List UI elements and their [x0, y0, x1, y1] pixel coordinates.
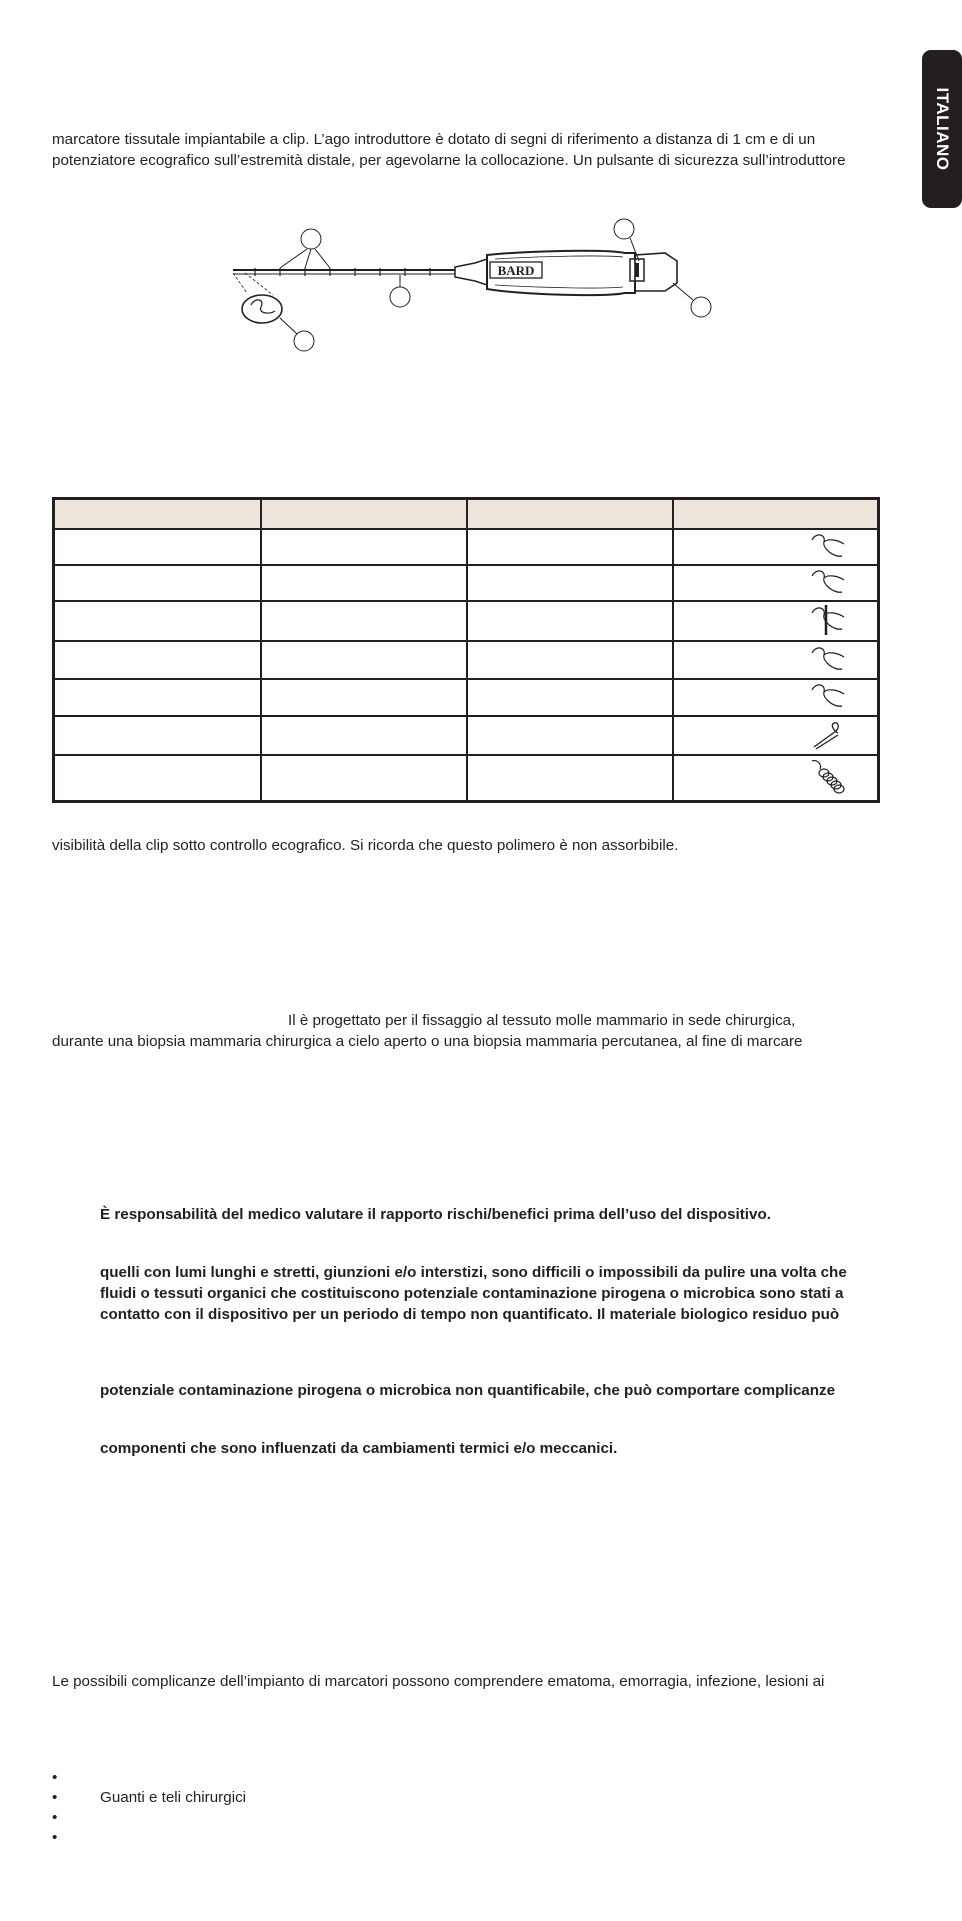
intro-line-1: marcatore tissutale impiantabile a clip. L’ago introduttore è dotato di segni di riferimento a distanza di 1 cm e di un: [52, 131, 816, 148]
list-item: Guanti e teli chirurgici: [100, 1789, 247, 1806]
hook-clip-icon: [808, 717, 848, 751]
coil-clip-icon: [808, 757, 848, 797]
warning-2-line-3: contatto con il dispositivo per un periodo di tempo non quantificato. Il materiale biologico residuo può: [100, 1306, 840, 1323]
warning-3: potenziale contaminazione pirogena o microbica non quantificabile, che può comportare complicanze: [100, 1382, 836, 1399]
language-tab[interactable]: [922, 50, 962, 208]
list-bullet: •: [52, 1789, 58, 1806]
brand-label: BARD: [497, 263, 535, 278]
warning-2-line-2: fluidi o tessuti organici che costituiscono potenziale contaminazione pirogena o microbica sono stati a: [100, 1285, 844, 1302]
after-table-text: visibilità della clip sotto controllo ecografico. Si ricorda che questo polimero è non assorbibile.: [52, 837, 679, 854]
list-bullet: •: [52, 1769, 58, 1786]
complications-text: Le possibili complicanze dell’impianto di marcatori possono comprendere ematoma, emorragia, infezione, lesioni ai: [52, 1673, 825, 1690]
clip-table: [52, 497, 880, 803]
ribbon-clip-icon: [808, 643, 848, 675]
intro-line-2: potenziatore ecografico sull’estremità distale, per agevolarne la collocazione. Un pulsante di sicurezza sull’introduttore: [52, 152, 846, 169]
table-column-divider: [260, 500, 262, 800]
ribbon-clip-icon: [808, 566, 848, 598]
indications-line-1: Il è progettato per il fissaggio al tessuto molle mammario in sede chirurgica,: [288, 1012, 796, 1029]
list-bullet: •: [52, 1829, 58, 1846]
cross-clip-icon: [808, 603, 848, 637]
table-column-divider: [672, 500, 674, 800]
ribbon-clip-icon: [808, 530, 848, 562]
list-bullet: •: [52, 1809, 58, 1826]
warning-4: componenti che sono influenzati da cambiamenti termici e/o meccanici.: [100, 1440, 618, 1457]
warning-2-line-1: quelli con lumi lunghi e stretti, giunzioni e/o interstizi, sono difficili o impossibili da pulire una volta che: [100, 1264, 847, 1281]
table-column-divider: [466, 500, 468, 800]
introducer-device-figure: [225, 215, 725, 360]
ribbon-clip-icon: [808, 680, 848, 712]
indications-line-2: durante una biopsia mammaria chirurgica a cielo aperto o una biopsia mammaria percutanea, al fine di marcare: [52, 1033, 803, 1050]
warning-1: È responsabilità del medico valutare il rapporto rischi/benefici prima dell’uso del dispositivo.: [100, 1206, 771, 1223]
language-tab-label: ITALIANO: [933, 87, 952, 171]
